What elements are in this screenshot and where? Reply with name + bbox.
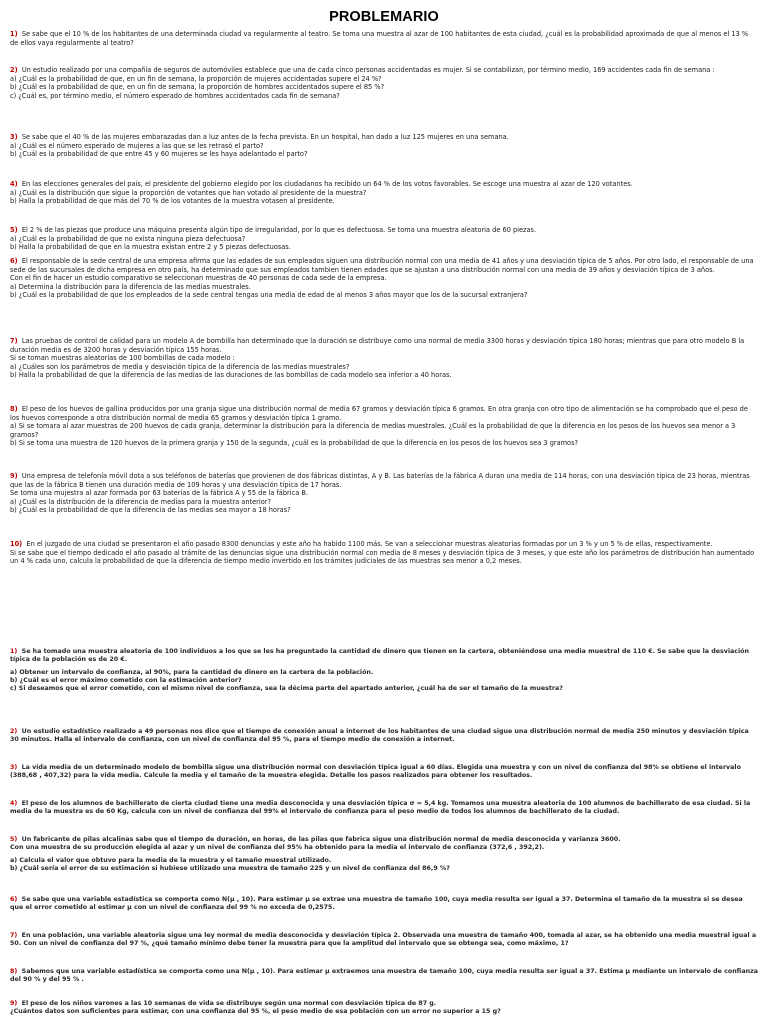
problem-subitem: b) Si se toma una muestra de 120 huevos de la primera granja y 150 de la segunda, ¿cuál es la probabilidad de que la diferencia en los pesos de los huevos sea 3 gramos? <box>10 439 579 448</box>
problem-8 <box>10 405 758 448</box>
problem-text: Se sabe que una variable estadística se comporta como N(μ , 10). Para estimar μ se extrae una muestra de tamaño 100, cuya media resulta ser igual a 37. Determina el tamaño de la muestra si se desea que el error cometido al estimar μ con un nivel de confianza del 99 % no exceda de 0,2575. <box>10 896 743 912</box>
problem-number: 3) <box>10 133 18 141</box>
problem-text: Un estudio estadístico realizado a 49 personas nos dice que el tiempo de conexión anual a internet de los habitantes de una ciudad sigue una distribución normal de media 250 minutos y desviación típica 30 minutos. Halla el intervalo de confianza, con un nivel de confianza del 95 %, para el tiempo medio de conexión a internet. <box>10 728 749 744</box>
problem-text: La vida media de un determinado modelo de bombilla sigue una distribución normal con desviación típica igual a 60 días. Elegida una muestra y con un nivel de confianza del 98% se obtiene el intervalo (388,68 , 407,32) para la vida media. Calcule la media y el tamaño de la muestra elegida. Detalle los pasos realizados para obtener los resultados. <box>10 764 741 780</box>
interval-problem-7 <box>10 932 758 949</box>
problem-subitem: a) ¿Cuál es la probabilidad de que no exista ninguna pieza defectuosa? <box>10 234 246 243</box>
problem-10 <box>10 540 758 566</box>
problem-subitem: Se toma una mujestra al azar formada por 63 baterías de la fábrica A y 55 de la fábrica B. <box>10 489 308 498</box>
problem-text: El peso de los niños varones a las 10 semanas de vida se distribuye según una normal con desviación típica de 87 g. <box>21 1000 437 1007</box>
problem-subitem: b) ¿Cuál sería el error de su estimación si hubiese utilizado una muestra de tamaño 225 y un nivel de confianza del 86,9 %? <box>10 864 450 872</box>
problem-subitem: a) ¿Cuál es el número esperado de mujeres a las que se les retrasó el parto? <box>10 141 264 150</box>
problem-2 <box>10 66 758 100</box>
problem-subitem: Si se sabe que el tiempo dedicado el año pasado al trámite de las denuncias sigue una distribución normal con media de 8 meses y desviación típica de 3 meses, y que este año los parámetros de distribución han aumentado un 4 % cada uno, calcula la probabilidad de que la diferencia de tiempo medio invertido en los trámites judiciales de las muestras sea menor a 0,2 meses. <box>10 548 755 566</box>
problem-5 <box>10 226 758 252</box>
problem-1 <box>10 30 758 47</box>
problem-text: Un estudio realizado por una compañía de seguros de automóviles establece que una de cada cinco personas accidentadas es mujer. Si se contabilizan, por término medio, 169 accidentes cada fin de semana : <box>21 66 715 74</box>
problem-number: 2) <box>10 728 18 735</box>
problem-text: El responsable de la sede central de una empresa afirma que las edades de sus empleados siguen una distribución normal con una media de 41 años y una desviación típica de 5 años. Por otro lado, el responsable de una sede de las sucursales de dicha empresa en otro país, ha determinado que sus empleados tambien tienen edades que se ajustan a una distribución normal con una media de 39 años y desviación típica de 3 años. <box>10 257 754 274</box>
interval-problem-8 <box>10 968 758 985</box>
problem-number: 9) <box>10 472 18 480</box>
problem-text: En las elecciones generales del país, el presidente del gobierno elegido por los ciudadanos ha recibido un 64 % de los votos favorables. Se escoge una muestra al azar de 120 votantes. <box>21 180 633 188</box>
problem-text: El peso de los huevos de gallina producidos por una granja sigue una distribución normal de media 67 gramos y desviación típica 6 gramos. En otra granja con otro tipo de alimentación se ha comprobado que el peso de los huevos corresponde a otra distribución normal de media 65 gramos y desviación típica 1 gramo. <box>10 405 748 422</box>
problem-number: 9) <box>10 1000 18 1007</box>
problem-subitem: b) Halla la probabilidad de que más del 70 % de los votantes de la muestra votasen al presidente. <box>10 197 335 206</box>
problem-subitem: a) Obtener un intervalo de confianza, al 90%, para la cantidad de dinero en la cartera de la población. <box>10 668 374 676</box>
problem-subitem: b) ¿Cuál es la probabilidad de que, en un fin de semana, la proporción de hombres accidentados supere el 85 %? <box>10 83 385 92</box>
problem-text: Se ha tomado una muestra aleatoria de 100 individuos a los que se les ha preguntado la cantidad de dinero que tienen en la cartera, obteniéndose una media muestral de 110 €. Se sabe que la desviación típica de la población es de 20 €. <box>10 648 749 664</box>
problem-subitem: b) Halla la probabilidad de que en la muestra existan entre 2 y 5 piezas defectuosas. <box>10 243 291 252</box>
problem-subitem: b) ¿Cuál es la probabilidad de que la diferencia de las medias sea mayor a 18 horas? <box>10 506 291 515</box>
problem-number: 6) <box>10 257 18 265</box>
problem-subitem: Con el fin de hacer un estudio comparativo se seleccionan muestras de 40 personas de cada sede de la empresa. <box>10 274 387 283</box>
problem-7 <box>10 337 758 380</box>
problem-subitem: b) Halla la probabilidad de que la diferencia de las medias de las duraciones de las bombillas de cada modelo sea inferior a 40 horas. <box>10 371 452 380</box>
problem-number: 8) <box>10 405 18 413</box>
problem-9 <box>10 472 758 515</box>
interval-problem-9 <box>10 1000 758 1017</box>
problem-subitem: a) Calcula el valor que obtuvo para la media de la muestra y el tamaño muestral utilizado. <box>10 856 332 864</box>
problem-subitem: a) ¿Cuál es la distribución de la diferencia de medias para la muestra anterior? <box>10 497 271 506</box>
problem-text: Se sabe que el 10 % de los habitantes de una determinada ciudad va regularmente al teatro. Se toma una muestra al azar de 100 habitantes de esta ciudad, ¿cuál es la probabilidad aproximada de que al menos el 13 % de ellos vaya regularmente al teatro? <box>10 30 749 47</box>
problem-number: 5) <box>10 836 18 843</box>
interval-problem-3 <box>10 764 758 781</box>
problem-text: Se sabe que el 40 % de las mujeres embarazadas dan a luz antes de la fecha prevista. En un hospital, han dado a luz 125 mujeres en una semana. <box>21 133 509 141</box>
problem-3 <box>10 133 758 159</box>
problem-subitem: b) ¿Cuál es la probabilidad de que entre 45 y 60 mujeres se les haya adelantado el parto? <box>10 150 308 159</box>
problem-subitem: c) Si deseamos que el error cometido, con el mismo nivel de confianza, sea la décima parte del apartado anterior, ¿cuál ha de ser el tamaño de la muestra? <box>10 685 563 693</box>
problem-number: 10) <box>10 540 23 548</box>
problem-subitem: c) ¿Cuál es, por término medio, el número esperado de hombres accidentados cada fin de semana? <box>10 91 340 100</box>
problem-subitem: b) ¿Cuál es la probabilidad de que los empleados de la sede central tengas una media de edad de al menos 3 años mayor que los de la sucursal extranjera? <box>10 291 528 300</box>
problem-number: 2) <box>10 66 18 74</box>
problem-subitem: a) ¿Cuál es la probabilidad de que, en un fin de semana, la proporción de mujeres accidentadas supere el 24 %? <box>10 74 382 83</box>
interval-problem-5 <box>10 836 758 873</box>
problem-text: En el juzgado de una ciudad se presentaron el año pasado 8300 denuncias y este año ha habido 1100 más. Se van a seleccionar muestras aleatorias formadas por un 3 % y un 5 % de ellas, respectivamente. <box>26 540 713 548</box>
problem-number: 4) <box>10 800 18 807</box>
problem-number: 4) <box>10 180 18 188</box>
problem-number: 7) <box>10 337 18 345</box>
problem-number: 7) <box>10 932 18 939</box>
interval-problem-4 <box>10 800 758 817</box>
document-title: PROBLEMARIO <box>329 9 439 25</box>
interval-problem-6 <box>10 896 758 913</box>
problem-number: 8) <box>10 968 18 975</box>
problem-6 <box>10 257 758 300</box>
problem-number: 6) <box>10 896 18 903</box>
problem-text: Un fabricante de pilas alcalinas sabe que el tiempo de duración, en horas, de las pilas que fabrica sigue una distribución normal de media desconocida y varianza 3600. <box>21 836 621 843</box>
problem-number: 1) <box>10 648 18 655</box>
problem-text: El peso de los alumnos de bachillerato de cierta ciudad tiene una media desconocida y una desviación típica σ = 5,4 kg. Tomamos una muestra aleatoria de 100 alumnos de bachillerato de esa ciudad. Si la media de la muestra es de 60 Kg, calcula con un nivel de confianza del 99% el intervalo de confianza para el peso medio de todos los alumnos de bachillerato de la ciudad. <box>10 800 751 816</box>
problem-number: 5) <box>10 226 18 234</box>
problem-subitem: a) ¿Cuáles son los parámetros de media y desviación típica de la diferencia de las medias muestrales? <box>10 362 350 371</box>
problem-text: Sabemos que una variable estadística se comporta como una N(μ , 10). Para estimar μ extraemos una muestra de tamaño 100, cuya media resulta ser igual a 37. Estima μ mediante un intervalo de confianza del 90 % y del 95 % . <box>10 968 759 984</box>
problem-text: En una población, una variable aleatoria sigue una ley normal de media desconocida y desviación típica 2. Observada una muestra de tamaño 400, tomada al azar, se ha obtenido una media muestral igual a 50. Con un nivel de confianza del 97 %, ¿qué tamaño mínimo debe tener la muestra para que la amplitud del intervalo que se obtenga sea, como máximo, 1? <box>10 932 757 948</box>
problem-subitem: ¿Cuántos datos son suficientes para estimar, con una confianza del 95 %, el peso medio de esa población con un error no superior a 15 g? <box>10 1008 501 1016</box>
problem-text: Las pruebas de control de calidad para un modelo A de bombilla han determinado que la duración se distribuye como una normal de media 3300 horas y desviación típica 180 horas; mientras que para otro modelo B la duración media es de 3200 horas y desviación típica 155 horas. <box>10 337 745 354</box>
problem-subitem: b) ¿Cuál es el error máximo cometido con la estimación anterior? <box>10 676 242 684</box>
problem-subitem: a) Determina la distribución para la diferencia de las medias muestrales. <box>10 282 251 291</box>
problem-text: El 2 % de las piezas que produce una máquina presenta algún tipo de irregularidad, por lo que es defectuosa. Se toma una muestra aleatoria de 60 piezas. <box>21 226 537 234</box>
problem-number: 3) <box>10 764 18 771</box>
problem-number: 1) <box>10 30 18 38</box>
problem-4 <box>10 180 758 206</box>
problem-subitem: a) Si se tomara al azar muestras de 200 huevos de cada granja, determinar la distribución para la diferencia de medias muestrales. ¿Cuál es la probabilidad de que la diferencia en los pesos de los huevos sea menor a 3 gramos? <box>10 422 736 439</box>
problem-text: Una empresa de telefonía móvil dota a sus teléfonos de baterías que provienen de dos fábricas distintas, A y B. Las baterías de la fábrica A duran una media de 114 horas, con una desviación típica de 23 horas, mientras que las de la fábrica B tienen una duración media de 109 horas y una desviación típica de 17 horas. <box>10 472 750 489</box>
problem-subitem: Con una muestra de su producción elegida al azar y un nivel de confianza del 95% ha obtenido para la media el intervalo de confianza (372,6 , 392,2). <box>10 844 545 852</box>
interval-problem-2 <box>10 728 758 745</box>
problem-subitem: a) ¿Cuál es la distribución que sigue la proporción de votantes que han votado al presidente de la muestra? <box>10 188 367 197</box>
problem-subitem: Si se toman muestras aleatorias de 100 bombillas de cada modelo : <box>10 354 235 363</box>
interval-problem-1 <box>10 648 758 693</box>
